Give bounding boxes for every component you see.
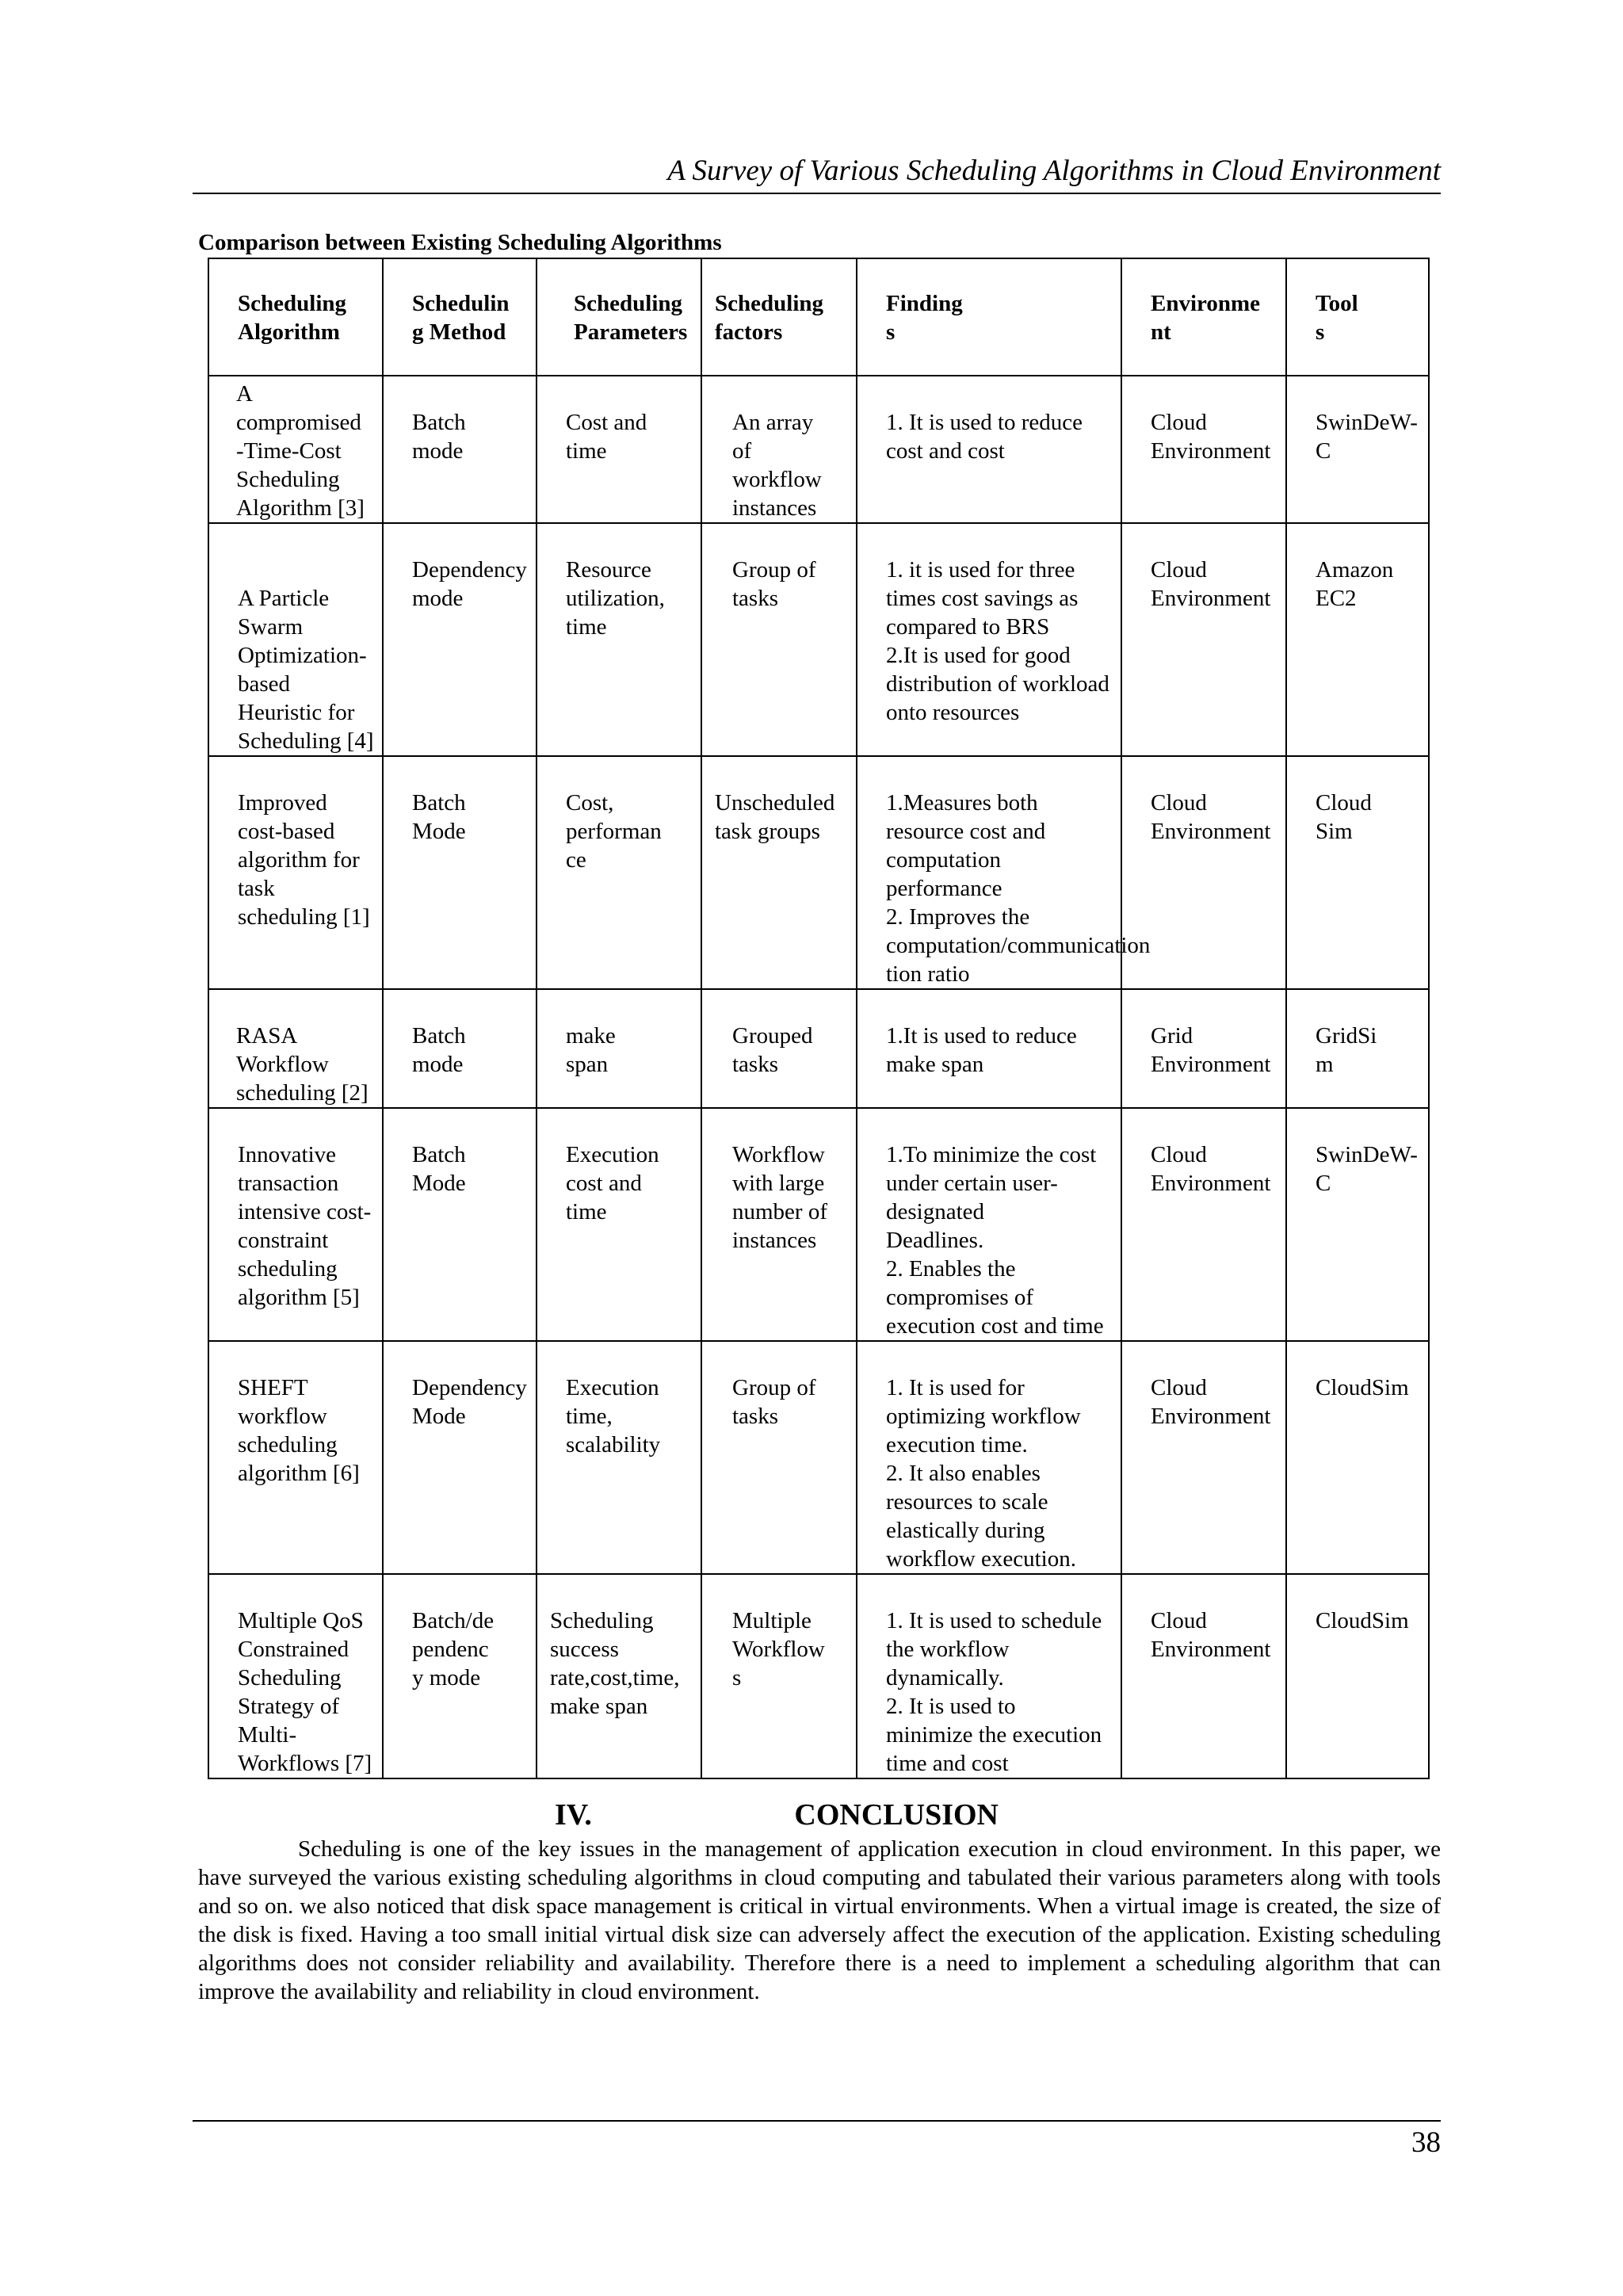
page-number: 38	[1411, 2126, 1441, 2159]
header-cell: Scheduling factors	[701, 258, 857, 376]
table-cell: Workflow with large number of instances	[701, 1108, 857, 1341]
table-cell: Multiple Workflow s	[701, 1574, 857, 1778]
table-row	[208, 523, 1429, 756]
table-cell: Group of tasks	[701, 523, 857, 756]
table-cell: 1.It is used to reduce make span	[857, 989, 1121, 1108]
table-cell: 1. It is used for optimizing workflow execution time. 2. It also enables resources to scale elastically during workflow execution.	[857, 1341, 1121, 1574]
table-cell: Cloud Environment	[1121, 1574, 1286, 1778]
running-title: A Survey of Various Scheduling Algorithms in Cloud Environment	[667, 155, 1441, 187]
header-cell: Finding s	[857, 258, 1121, 376]
table-cell: 1.To minimize the cost under certain user- designated Deadlines. 2. Enables the compromises of execution cost and time	[857, 1108, 1121, 1341]
header-rule	[193, 193, 1441, 194]
table-cell: Cloud Environment	[1121, 1108, 1286, 1341]
table-cell: Cloud Environment	[1121, 523, 1286, 756]
table-row	[208, 1574, 1429, 1778]
table-cell: Batch Mode	[383, 1108, 537, 1341]
table-row	[208, 989, 1429, 1108]
table-cell: Batch Mode	[383, 756, 537, 989]
table-cell: An array of workflow instances	[701, 376, 857, 523]
header-cell: Scheduling Parameters	[537, 258, 701, 376]
table-cell: Batch/de pendenc y mode	[383, 1574, 537, 1778]
section-heading	[555, 1797, 999, 1832]
header-cell: Schedulin g Method	[383, 258, 537, 376]
table-cell: Scheduling success rate,cost,time, make span	[537, 1574, 701, 1778]
table-header-row	[208, 258, 1429, 376]
table-cell: 1. It is used to reduce cost and cost	[857, 376, 1121, 523]
table-cell: Unscheduled task groups	[701, 756, 857, 989]
header-cell: Scheduling Algorithm	[208, 258, 383, 376]
table-cell: GridSi m	[1286, 989, 1429, 1108]
table-cell: A Particle Swarm Optimization- based Heuristic for Scheduling [4]	[208, 523, 383, 756]
table-cell: Multiple QoS Constrained Scheduling Strategy of Multi- Workflows [7]	[208, 1574, 383, 1778]
table-cell: SwinDeW-C	[1286, 376, 1429, 523]
table-cell: A compromised -Time-Cost Scheduling Algorithm [3]	[208, 376, 383, 523]
table-cell: Resource utilization, time	[537, 523, 701, 756]
table-cell: make span	[537, 989, 701, 1108]
table-row	[208, 1341, 1429, 1574]
table-cell: Cloud Environment	[1121, 756, 1286, 989]
table-caption: Comparison between Existing Scheduling Algorithms	[198, 230, 722, 255]
table-row	[208, 756, 1429, 989]
table-cell: CloudSim	[1286, 1574, 1429, 1778]
table-cell: Cost, performan ce	[537, 756, 701, 989]
table-cell: 1.Measures both resource cost and computation performance 2. Improves the computation/communication tion ratio	[857, 756, 1121, 989]
table-cell: Improved cost-based algorithm for task scheduling [1]	[208, 756, 383, 989]
table-cell: Execution time, scalability	[537, 1341, 701, 1574]
table-cell: RASA Workflow scheduling [2]	[208, 989, 383, 1108]
table-cell: Cloud Sim	[1286, 756, 1429, 989]
table-cell: Execution cost and time	[537, 1108, 701, 1341]
table-cell: Batch mode	[383, 989, 537, 1108]
table-cell: Batch mode	[383, 376, 537, 523]
section-number: IV.	[555, 1798, 592, 1832]
table-cell: 1. it is used for three times cost savings as compared to BRS 2.It is used for good distribution of workload onto resources	[857, 523, 1121, 756]
header-cell: Tool s	[1286, 258, 1429, 376]
table-cell: Dependency mode	[383, 523, 537, 756]
table-cell: Innovative transaction intensive cost- constraint scheduling algorithm [5]	[208, 1108, 383, 1341]
header-cell: Environme nt	[1121, 258, 1286, 376]
table-cell: CloudSim	[1286, 1341, 1429, 1574]
table-row	[208, 1108, 1429, 1341]
table-cell: Cloud Environment	[1121, 1341, 1286, 1574]
table-cell: Grid Environment	[1121, 989, 1286, 1108]
table-cell: SHEFT workflow scheduling algorithm [6]	[208, 1341, 383, 1574]
footer-rule	[193, 2120, 1441, 2122]
table-cell: 1. It is used to schedule the workflow dynamically. 2. It is used to minimize the execution time and cost	[857, 1574, 1121, 1778]
table-cell: Group of tasks	[701, 1341, 857, 1574]
table-cell: Grouped tasks	[701, 989, 857, 1108]
conclusion-paragraph: Scheduling is one of the key issues in the management of application execution in cloud environment. In this paper, we have surveyed the various existing scheduling algorithms in cloud computing and tabulated their various parameters along with tools and so on. we also noticed that disk space management is critical in virtual environments. When a virtual image is created, the size of the disk is fixed. Having a too small initial virtual disk size can adversely affect the execution of the application. Existing scheduling algorithms does not consider reliability and availability. Therefore there is a need to implement a scheduling algorithm that can improve the availability and reliability in cloud environment.	[198, 1836, 1441, 2004]
table-row	[208, 376, 1429, 523]
table-cell: Cloud Environment	[1121, 376, 1286, 523]
table-cell: Cost and time	[537, 376, 701, 523]
comparison-table	[208, 258, 1430, 1779]
table-cell: Dependency Mode	[383, 1341, 537, 1574]
table-cell: SwinDeW-C	[1286, 1108, 1429, 1341]
section-title: CONCLUSION	[794, 1798, 999, 1832]
table-cell: Amazon EC2	[1286, 523, 1429, 756]
